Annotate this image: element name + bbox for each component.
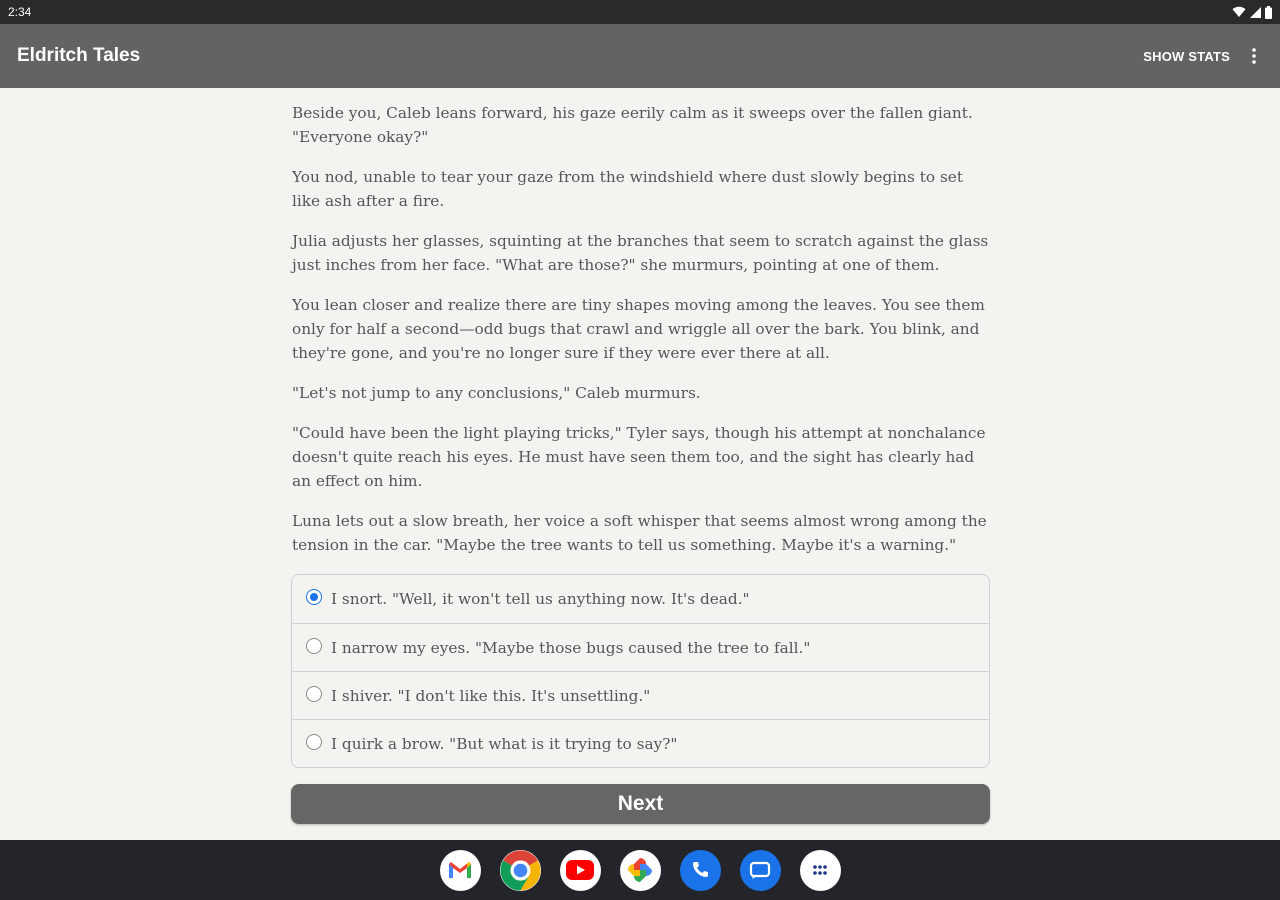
radio-button[interactable] (306, 638, 322, 654)
wifi-icon (1232, 6, 1246, 18)
gmail-icon[interactable] (440, 850, 481, 891)
story-content (292, 101, 990, 573)
status-icons (1232, 6, 1272, 19)
radio-button-selected[interactable] (306, 589, 322, 605)
chrome-icon[interactable] (500, 850, 541, 891)
story-paragraph: "Could have been the light playing tricks," Tyler says, though his attempt at nonchalance doesn't quite reach his eyes. He must have seen them too, and the sight has clearly had an effect on him. (292, 424, 986, 490)
choice-list (291, 574, 990, 768)
messages-icon[interactable] (740, 850, 781, 891)
signal-icon (1250, 7, 1261, 18)
story-paragraph: Beside you, Caleb leans forward, his gaze eerily calm as it sweeps over the fallen giant. "Everyone okay?" (292, 104, 973, 146)
phone-icon[interactable] (680, 850, 721, 891)
story-paragraph: Julia adjusts her glasses, squinting at the branches that seem to scratch against the glass just inches from her face. "What are those?" she murmurs, pointing at one of them. (292, 232, 989, 274)
choice-label: I snort. "Well, it won't tell us anything now. It's dead." (331, 590, 750, 608)
story-paragraph: Luna lets out a slow breath, her voice a soft whisper that seems almost wrong among the tension in the car. "Maybe the tree wants to tell us something. Maybe it's a warning." (292, 512, 987, 554)
app-actions (1143, 44, 1264, 68)
status-time: 2:34 (8, 5, 32, 19)
story-paragraph: You lean closer and realize there are tiny shapes moving among the leaves. You see them only for half a second—odd bugs that crawl and wriggle all over the bark. You blink, and they're gone, and you're no longer sure if they were ever there at all. (292, 296, 985, 362)
app-title: Eldritch Tales (17, 45, 141, 66)
next-button[interactable]: Next (291, 784, 990, 824)
story-paragraph: You nod, unable to tear your gaze from the windshield where dust slowly begins to set like ash after a fire. (292, 168, 963, 210)
app-drawer-icon[interactable] (800, 850, 841, 891)
app-bar (0, 24, 1280, 88)
status-bar (0, 0, 1280, 24)
more-vert-icon[interactable] (1244, 44, 1264, 68)
choice-option-2[interactable] (292, 623, 989, 671)
radio-button[interactable] (306, 734, 322, 750)
taskbar (0, 840, 1280, 900)
show-stats-button[interactable]: SHOW STATS (1143, 48, 1230, 64)
youtube-icon[interactable] (560, 850, 601, 891)
choice-option-1[interactable] (292, 575, 989, 623)
choice-label: I shiver. "I don't like this. It's unsettling." (331, 686, 651, 705)
photos-icon[interactable] (620, 850, 661, 891)
choice-label: I quirk a brow. "But what is it trying to say?" (331, 734, 678, 753)
battery-icon (1265, 6, 1272, 19)
choice-label: I narrow my eyes. "Maybe those bugs caused the tree to fall." (331, 638, 811, 657)
radio-button[interactable] (306, 686, 322, 702)
story-paragraph: "Let's not jump to any conclusions," Caleb murmurs. (292, 384, 701, 402)
choice-option-4[interactable] (292, 719, 989, 767)
choice-option-3[interactable] (292, 671, 989, 719)
